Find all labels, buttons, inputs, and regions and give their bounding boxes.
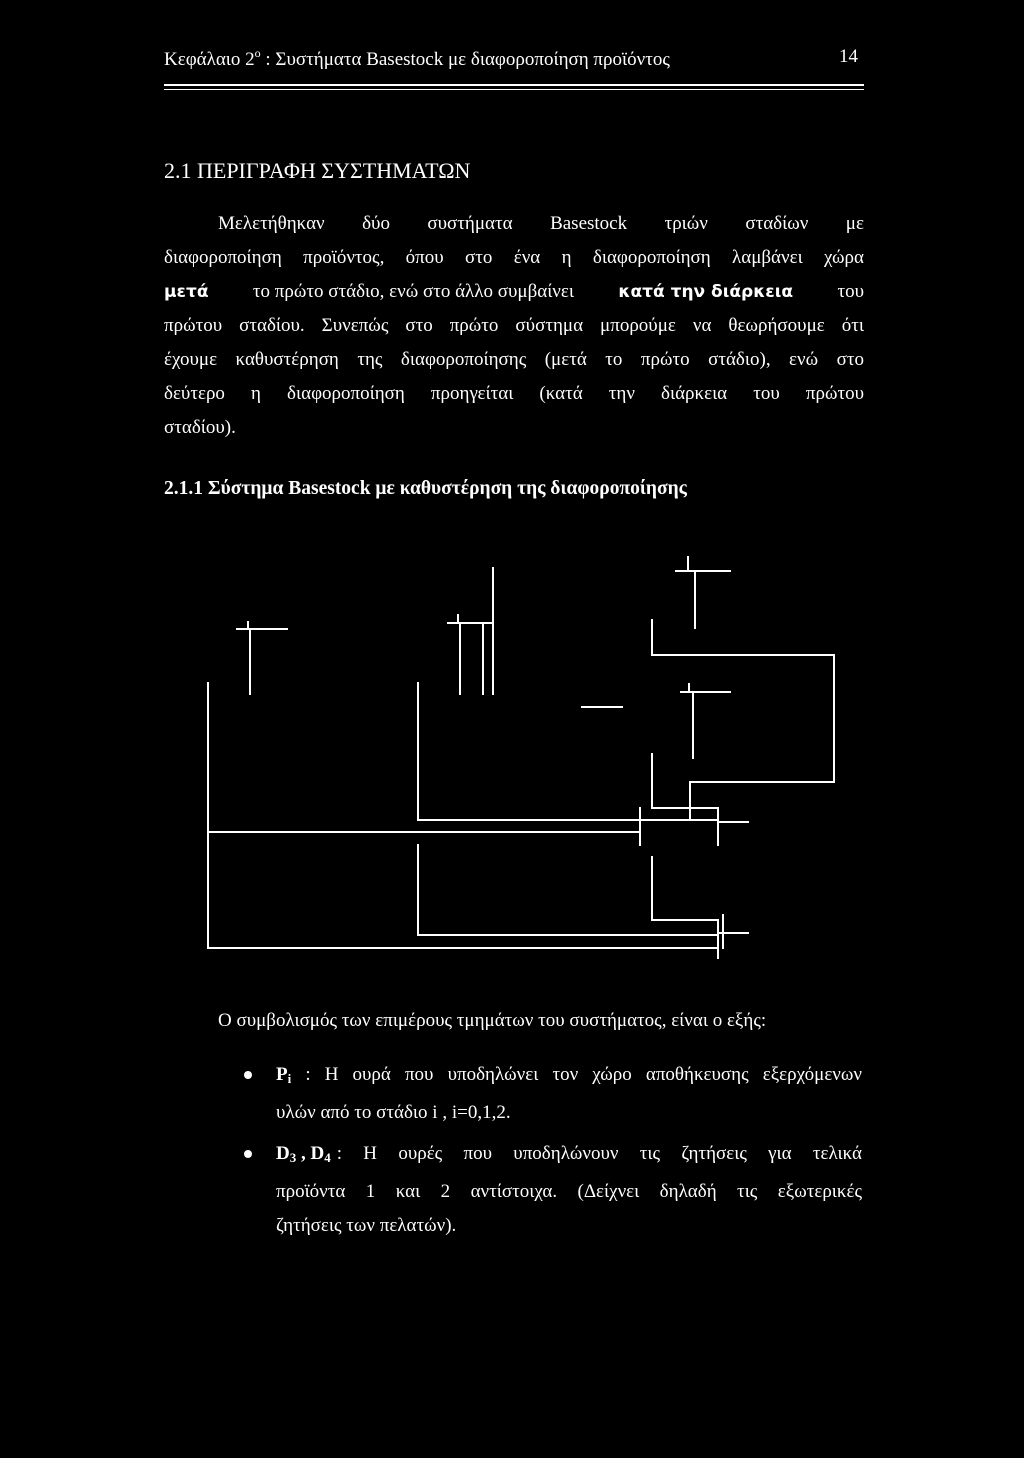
notation-item-p-line-1 [276, 1058, 862, 1096]
paragraph-line-1-word: συστήματα [427, 213, 513, 234]
basestock-system-diagram [0, 540, 1024, 980]
paragraph-line-1-word: δύο [362, 213, 390, 234]
notation-item-d-symbols [276, 1137, 331, 1175]
paragraph-bold-during: κατά την διάρκεια [618, 282, 794, 302]
paragraph-line-4: πρώτου σταδίου. Συνεπώς στο πρώτο σύστημα μπορούμε να θεωρήσουμε ότι [164, 315, 864, 336]
page-number: 14 [839, 46, 858, 67]
notation-item-p-line-2: υλών από το στάδιο i , i=0,1,2. [276, 1102, 511, 1123]
paragraph-line-1-text [218, 207, 864, 241]
header-title-sup: ο [254, 46, 261, 60]
paragraph-line-6: δεύτερο η διαφοροποίηση προηγείται (κατά την διάρκεια του πρώτου [164, 383, 864, 404]
paragraph-line-1-word: τριών [664, 213, 708, 234]
paragraph-line-2: διαφοροποίηση προϊόντος, όπου στο ένα η διαφοροποίηση λαμβάνει χώρα [164, 247, 864, 268]
paragraph-line-1-word: Μελετήθηκαν [218, 213, 325, 234]
bullet-icon [244, 1071, 252, 1079]
stage-2-marker-lower [681, 684, 730, 758]
stage-0-marker [237, 622, 287, 694]
subsection-title: 2.1.1 Σύστημα Basestock με καθυστέρηση της διαφοροποίησης [164, 478, 687, 499]
paragraph-bold-after: μετά [164, 282, 209, 302]
notation-item-d-line-3: ζητήσεις των πελατών). [276, 1215, 457, 1236]
header-title-prefix: Κεφάλαιο 2 [164, 49, 255, 70]
header-rule-thin [164, 89, 864, 90]
notation-intro: Ο συμβολισμός των επιμέρους τμημάτων του συστήματος, είναι ο εξής: [218, 1010, 767, 1031]
notation-item-d-desc-1: : Η ουρές που υποδηλώνουν τις ζητήσεις για τελικά [336, 1143, 862, 1164]
paragraph-line-1 [164, 207, 864, 241]
symbol-sep: , [296, 1143, 311, 1164]
queue-d-lower [652, 857, 748, 958]
symbol-p: P [276, 1064, 288, 1085]
paragraph-line-1-word: Basestock [550, 213, 628, 234]
queue-p0 [208, 683, 718, 948]
queue-p2-upper [652, 620, 834, 820]
paragraph-line-3-end: του [837, 281, 864, 302]
symbol-p-sub: i [287, 1071, 292, 1086]
stage-1-marker [448, 568, 493, 694]
symbol-d3: D [276, 1143, 290, 1164]
paragraph-line-1-word: με [845, 213, 864, 234]
running-header [164, 46, 670, 71]
symbol-d4: D [310, 1143, 325, 1164]
symbol-d4-sub: 4 [324, 1150, 331, 1165]
queue-p2-lower [640, 754, 748, 845]
stage-2-marker-upper [676, 557, 730, 628]
notation-item-d-line-1 [276, 1137, 862, 1175]
notation-item-p-desc-1: : Η ουρά που υποδηλώνει τον χώρο αποθήκευσης εξερχόμενων [291, 1064, 862, 1085]
symbol-d3-sub: 3 [289, 1150, 297, 1165]
bullet-icon [244, 1150, 252, 1158]
paragraph-line-3-mid: το πρώτο στάδιο, ενώ στο άλλο συμβαίνει [252, 281, 574, 302]
notation-item-d [276, 1137, 862, 1243]
notation-item-d-line-2: προϊόντα 1 και 2 αντίστοιχα. (Δείχνει δηλαδή τις εξωτερικές [276, 1181, 862, 1202]
paragraph-line-5: έχουμε καθυστέρηση της διαφοροποίησης (μετά το πρώτο στάδιο), ενώ στο [164, 349, 864, 370]
paragraph [164, 207, 864, 445]
paragraph-line-1-word: σταδίων [745, 213, 809, 234]
header-title-suffix: : Συστήματα Basestock με διαφοροποίηση προϊόντος [260, 49, 670, 70]
header-rule-thick [164, 84, 864, 86]
section-title: 2.1 ΠΕΡΙΓΡΑΦΗ ΣΥΣΤΗΜΑΤΩΝ [164, 158, 471, 183]
paragraph-line-3 [164, 275, 864, 309]
notation-item-p [276, 1058, 862, 1130]
paragraph-line-7: σταδίου). [164, 417, 236, 438]
